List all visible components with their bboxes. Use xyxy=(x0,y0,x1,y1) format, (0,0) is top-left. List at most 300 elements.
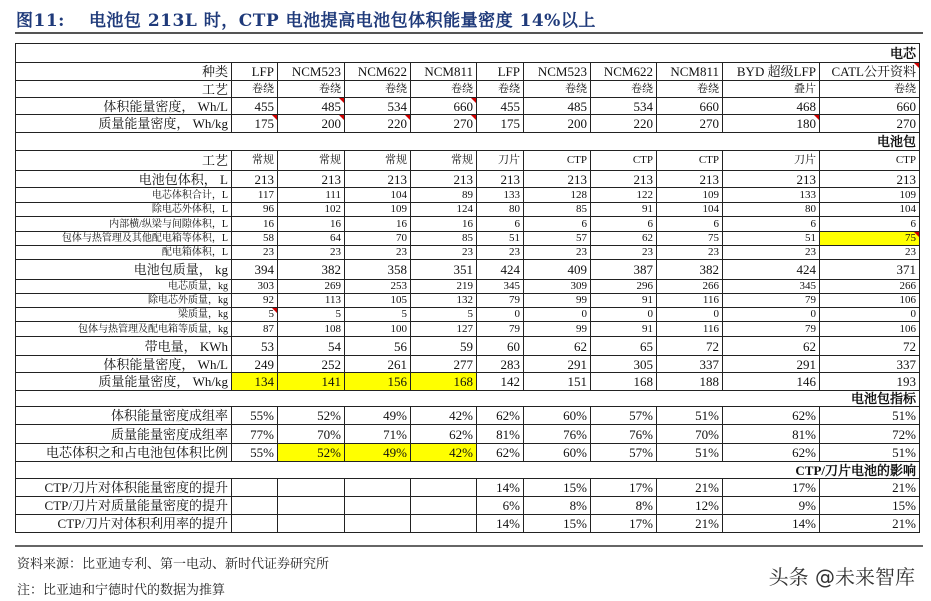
table-cell: 81% xyxy=(477,425,524,444)
row-label: 内部横/纵梁与间隙体积，L xyxy=(16,217,232,232)
table-cell: 77% xyxy=(232,425,278,444)
table-cell: 213 xyxy=(524,171,591,188)
table-cell: 168 xyxy=(411,373,477,391)
figure-number: 图11: xyxy=(16,11,65,31)
table-cell: 213 xyxy=(820,171,920,188)
table-cell: 58 xyxy=(232,232,278,246)
table-cell: 卷绕 xyxy=(411,81,477,98)
table-cell: 5 xyxy=(411,308,477,322)
table-row xyxy=(16,308,920,322)
table-row xyxy=(16,171,920,188)
table-cell: 42% xyxy=(411,407,477,425)
table-cell: 0 xyxy=(477,308,524,322)
table-cell: 12% xyxy=(657,497,723,515)
table-cell: 62 xyxy=(591,232,657,246)
row-label: 包体与热管理及其他配电箱等体积，L xyxy=(16,232,232,246)
table-cell: 213 xyxy=(477,171,524,188)
table-cell: 270 xyxy=(820,115,920,133)
table-cell: NCM811 xyxy=(657,63,723,81)
table-cell: 卷绕 xyxy=(278,81,345,98)
table-cell: 6% xyxy=(477,497,524,515)
data-note: 注：比亚迪和宁德时代的数据为推算 xyxy=(17,583,226,598)
table-cell: 146 xyxy=(723,373,820,391)
table-row xyxy=(16,188,920,203)
table-cell: 23 xyxy=(232,246,278,260)
table-cell: 80 xyxy=(723,203,820,217)
table-cell: 220 xyxy=(345,115,411,133)
table-cell: 269 xyxy=(278,280,345,294)
table-cell: 309 xyxy=(524,280,591,294)
table-cell: 132 xyxy=(411,294,477,308)
table-cell: 127 xyxy=(411,322,477,337)
table-cell: 128 xyxy=(524,188,591,203)
table-cell: 55% xyxy=(232,407,278,425)
table-cell: 660 xyxy=(411,98,477,115)
table-cell: 91 xyxy=(591,294,657,308)
row-label: 电芯质量，kg xyxy=(16,280,232,294)
table-cell: 53 xyxy=(232,337,278,356)
table-cell: 70% xyxy=(278,425,345,444)
table-cell: CTP xyxy=(524,151,591,171)
table-cell: 0 xyxy=(657,308,723,322)
table-cell: 337 xyxy=(820,356,920,373)
table-cell: 75 xyxy=(820,232,920,246)
table-cell: 76% xyxy=(524,425,591,444)
table-cell: 358 xyxy=(345,260,411,280)
table-cell: 79 xyxy=(723,322,820,337)
table-cell: 0 xyxy=(820,308,920,322)
table-cell: NCM622 xyxy=(345,63,411,81)
table-cell: 54 xyxy=(278,337,345,356)
row-label: 配电箱体积，L xyxy=(16,246,232,260)
table-cell: NCM523 xyxy=(524,63,591,81)
table-row xyxy=(16,444,920,462)
table-cell: BYD 超级LFP xyxy=(723,63,820,81)
table-cell: 62 xyxy=(524,337,591,356)
table-row xyxy=(16,203,920,217)
table-cell: 116 xyxy=(657,322,723,337)
table-cell: 15% xyxy=(820,497,920,515)
table-row xyxy=(16,151,920,171)
table-cell: 79 xyxy=(477,294,524,308)
table-cell: 100 xyxy=(345,322,411,337)
table-cell: 51% xyxy=(657,407,723,425)
table-cell: 62% xyxy=(477,407,524,425)
section-header-row xyxy=(16,133,920,151)
table-cell: 6 xyxy=(524,217,591,232)
table-cell: 387 xyxy=(591,260,657,280)
table-cell xyxy=(345,515,411,533)
table-cell: 卷绕 xyxy=(477,81,524,98)
table-row xyxy=(16,425,920,444)
table-cell: 124 xyxy=(411,203,477,217)
table-cell: 213 xyxy=(411,171,477,188)
table-cell: 16 xyxy=(232,217,278,232)
table-cell: 85 xyxy=(524,203,591,217)
table-cell: 394 xyxy=(232,260,278,280)
table-cell: 51% xyxy=(657,444,723,462)
table-cell: 261 xyxy=(345,356,411,373)
table-cell: 109 xyxy=(657,188,723,203)
table-cell: 99 xyxy=(524,322,591,337)
table-cell: 16 xyxy=(278,217,345,232)
table-cell xyxy=(232,497,278,515)
table-cell: 200 xyxy=(524,115,591,133)
table-cell: CTP xyxy=(657,151,723,171)
table-cell: 213 xyxy=(723,171,820,188)
section-title: CTP/刀片电池的影响 xyxy=(16,462,920,479)
table-cell: 叠片 xyxy=(723,81,820,98)
table-cell: 23 xyxy=(591,246,657,260)
table-cell: 109 xyxy=(820,188,920,203)
table-cell: 65 xyxy=(591,337,657,356)
table-cell: 57 xyxy=(524,232,591,246)
table-cell: 133 xyxy=(723,188,820,203)
battery-pack-table xyxy=(15,43,920,533)
table-cell: 卷绕 xyxy=(820,81,920,98)
table-cell: 23 xyxy=(657,246,723,260)
table-cell xyxy=(411,479,477,497)
table-row xyxy=(16,63,920,81)
table-cell: 14% xyxy=(477,479,524,497)
table-cell: 534 xyxy=(591,98,657,115)
figure-title xyxy=(16,6,596,30)
table-cell: 424 xyxy=(723,260,820,280)
table-cell: 64 xyxy=(278,232,345,246)
table-cell: 104 xyxy=(345,188,411,203)
table-cell: 51 xyxy=(723,232,820,246)
title-divider xyxy=(15,32,923,34)
table-cell: 213 xyxy=(232,171,278,188)
table-cell: 17% xyxy=(591,515,657,533)
table-cell: 87 xyxy=(232,322,278,337)
table-cell: 142 xyxy=(477,373,524,391)
table-cell: 卷绕 xyxy=(591,81,657,98)
row-label: CTP/刀片对质量能量密度的提升 xyxy=(16,497,232,515)
table-cell: 80 xyxy=(477,203,524,217)
table-cell: 151 xyxy=(524,373,591,391)
table-cell: 6 xyxy=(477,217,524,232)
row-label: 梁质量，kg xyxy=(16,308,232,322)
table-cell: 351 xyxy=(411,260,477,280)
table-cell xyxy=(232,515,278,533)
table-cell: 52% xyxy=(278,407,345,425)
table-cell xyxy=(278,497,345,515)
table-cell: 219 xyxy=(411,280,477,294)
table-cell: 283 xyxy=(477,356,524,373)
table-cell: 72% xyxy=(820,425,920,444)
table-cell: 62% xyxy=(723,444,820,462)
table-cell: 21% xyxy=(657,479,723,497)
table-cell: 60% xyxy=(524,407,591,425)
table-cell: 213 xyxy=(657,171,723,188)
table-cell xyxy=(232,479,278,497)
section-header-row xyxy=(16,44,920,63)
table-cell: 52% xyxy=(278,444,345,462)
table-cell: 345 xyxy=(477,280,524,294)
source-note: 资料来源：比亚迪专利、第一电动、新时代证券研究所 xyxy=(17,557,330,572)
table-cell: 51 xyxy=(477,232,524,246)
table-cell: 15% xyxy=(524,515,591,533)
table-cell: NCM523 xyxy=(278,63,345,81)
table-cell: 85 xyxy=(411,232,477,246)
table-cell: 51% xyxy=(820,444,920,462)
section-title: 电池包 xyxy=(16,133,920,151)
table-cell: 156 xyxy=(345,373,411,391)
table-cell: 270 xyxy=(411,115,477,133)
row-label: 体积能量密度， Wh/L xyxy=(16,98,232,115)
table-cell: 345 xyxy=(723,280,820,294)
table-cell: 6 xyxy=(820,217,920,232)
table-cell: CTP xyxy=(820,151,920,171)
table-cell: 0 xyxy=(591,308,657,322)
row-label: 包体与热管理及配电箱等质量，kg xyxy=(16,322,232,337)
table-cell: 296 xyxy=(591,280,657,294)
table-row xyxy=(16,407,920,425)
row-label: CTP/刀片对体积利用率的提升 xyxy=(16,515,232,533)
table-cell: NCM622 xyxy=(591,63,657,81)
table-cell: 485 xyxy=(524,98,591,115)
table-cell: 5 xyxy=(278,308,345,322)
table-cell: 6 xyxy=(723,217,820,232)
table-row xyxy=(16,322,920,337)
table-row xyxy=(16,280,920,294)
table-row xyxy=(16,81,920,98)
table-cell: 113 xyxy=(278,294,345,308)
table-cell: 96 xyxy=(232,203,278,217)
table-cell xyxy=(278,515,345,533)
table-cell: 57% xyxy=(591,444,657,462)
table-cell: 79 xyxy=(723,294,820,308)
table-cell: 252 xyxy=(278,356,345,373)
table-cell: 71% xyxy=(345,425,411,444)
row-label: 质量能量密度， Wh/kg xyxy=(16,115,232,133)
table-cell xyxy=(411,515,477,533)
table-cell: 6 xyxy=(657,217,723,232)
table-cell: 56 xyxy=(345,337,411,356)
table-cell: 111 xyxy=(278,188,345,203)
table-cell: 134 xyxy=(232,373,278,391)
table-cell: 0 xyxy=(723,308,820,322)
table-cell: LFP xyxy=(477,63,524,81)
table-cell: NCM811 xyxy=(411,63,477,81)
table-cell: 291 xyxy=(723,356,820,373)
table-cell: 270 xyxy=(657,115,723,133)
table-cell: 108 xyxy=(278,322,345,337)
table-cell: 常规 xyxy=(278,151,345,171)
table-cell: 55% xyxy=(232,444,278,462)
table-cell: 76% xyxy=(591,425,657,444)
table-cell: 23 xyxy=(723,246,820,260)
table-cell: 23 xyxy=(278,246,345,260)
table-cell: 104 xyxy=(657,203,723,217)
table-cell: 337 xyxy=(657,356,723,373)
table-row xyxy=(16,232,920,246)
table-cell: LFP xyxy=(232,63,278,81)
table-row xyxy=(16,246,920,260)
table-cell: 534 xyxy=(345,98,411,115)
table-cell: 303 xyxy=(232,280,278,294)
table-cell: 23 xyxy=(477,246,524,260)
table-cell: 660 xyxy=(820,98,920,115)
table-cell: 8% xyxy=(591,497,657,515)
table-cell: 21% xyxy=(820,479,920,497)
table-cell xyxy=(411,497,477,515)
row-label: 除电芯外质量，kg xyxy=(16,294,232,308)
table-cell: 277 xyxy=(411,356,477,373)
table-cell: CATL公开资料 xyxy=(820,63,920,81)
table-cell: 141 xyxy=(278,373,345,391)
table-cell: 104 xyxy=(820,203,920,217)
table-row xyxy=(16,479,920,497)
row-label: CTP/刀片对体积能量密度的提升 xyxy=(16,479,232,497)
table-cell: 9% xyxy=(723,497,820,515)
table-cell: 213 xyxy=(345,171,411,188)
table-row xyxy=(16,98,920,115)
table-cell: 72 xyxy=(657,337,723,356)
table-cell: 62% xyxy=(477,444,524,462)
row-label: 质量能量密度， Wh/kg xyxy=(16,373,232,391)
table-cell: 0 xyxy=(524,308,591,322)
table-cell: 75 xyxy=(657,232,723,246)
table-cell: 133 xyxy=(477,188,524,203)
table-cell: 91 xyxy=(591,322,657,337)
row-label: 体积能量密度， Wh/L xyxy=(16,356,232,373)
table-cell: 21% xyxy=(820,515,920,533)
table-cell: 49% xyxy=(345,444,411,462)
table-cell: 6 xyxy=(591,217,657,232)
table-cell: 409 xyxy=(524,260,591,280)
table-cell: 16 xyxy=(411,217,477,232)
table-cell: 刀片 xyxy=(477,151,524,171)
row-label: 体积能量密度成组率 xyxy=(16,407,232,425)
table-cell: 122 xyxy=(591,188,657,203)
table-row xyxy=(16,356,920,373)
table-cell: 60 xyxy=(477,337,524,356)
table-cell: 180 xyxy=(723,115,820,133)
table-row xyxy=(16,373,920,391)
table-cell: 213 xyxy=(591,171,657,188)
table-cell: 106 xyxy=(820,322,920,337)
section-header-row xyxy=(16,391,920,407)
table-row xyxy=(16,217,920,232)
row-label: 带电量， KWh xyxy=(16,337,232,356)
table-cell: 89 xyxy=(411,188,477,203)
table-cell: 305 xyxy=(591,356,657,373)
table-cell: 卷绕 xyxy=(657,81,723,98)
table-cell: 92 xyxy=(232,294,278,308)
table-cell: 117 xyxy=(232,188,278,203)
table-cell: 72 xyxy=(820,337,920,356)
row-label: 工艺 xyxy=(16,151,232,171)
table-cell: 14% xyxy=(723,515,820,533)
table-cell: 660 xyxy=(657,98,723,115)
table-cell: 70 xyxy=(345,232,411,246)
table-cell: 382 xyxy=(278,260,345,280)
table-row xyxy=(16,497,920,515)
row-label: 工艺 xyxy=(16,81,232,98)
table-cell: 99 xyxy=(524,294,591,308)
table-cell: 62% xyxy=(411,425,477,444)
table-cell: 常规 xyxy=(345,151,411,171)
table-cell: 371 xyxy=(820,260,920,280)
section-title: 电池包指标 xyxy=(16,391,920,407)
table-cell: 266 xyxy=(657,280,723,294)
table-cell: 175 xyxy=(477,115,524,133)
table-cell: 188 xyxy=(657,373,723,391)
watermark: 头条 @未来智库 xyxy=(768,565,915,589)
table-cell xyxy=(345,497,411,515)
table-cell: 23 xyxy=(411,246,477,260)
table-cell: 168 xyxy=(591,373,657,391)
table-row xyxy=(16,294,920,308)
table-cell: 200 xyxy=(278,115,345,133)
table-cell: 105 xyxy=(345,294,411,308)
table-cell: 57% xyxy=(591,407,657,425)
table-cell: 刀片 xyxy=(723,151,820,171)
table-cell: 102 xyxy=(278,203,345,217)
row-label: 电芯体积之和占电池包体积比例 xyxy=(16,444,232,462)
table-cell: 15% xyxy=(524,479,591,497)
table-cell: 175 xyxy=(232,115,278,133)
table-cell: 116 xyxy=(657,294,723,308)
table-cell: 51% xyxy=(820,407,920,425)
table-cell: 8% xyxy=(524,497,591,515)
table-cell: 485 xyxy=(278,98,345,115)
table-cell: 468 xyxy=(723,98,820,115)
table-cell: 253 xyxy=(345,280,411,294)
table-cell: 59 xyxy=(411,337,477,356)
table-cell: 193 xyxy=(820,373,920,391)
table-cell: 14% xyxy=(477,515,524,533)
table-cell: 42% xyxy=(411,444,477,462)
table-cell: 卷绕 xyxy=(232,81,278,98)
table-cell: 23 xyxy=(820,246,920,260)
table-cell: 卷绕 xyxy=(524,81,591,98)
table-cell: 62% xyxy=(723,407,820,425)
table-cell: 16 xyxy=(345,217,411,232)
footer-divider xyxy=(15,545,923,547)
table-cell: 5 xyxy=(345,308,411,322)
row-label: 种类 xyxy=(16,63,232,81)
table-cell: 23 xyxy=(524,246,591,260)
table-cell: 5 xyxy=(232,308,278,322)
table-cell: 220 xyxy=(591,115,657,133)
table-cell: 249 xyxy=(232,356,278,373)
table-cell: 17% xyxy=(723,479,820,497)
section-header-row xyxy=(16,462,920,479)
table-row xyxy=(16,515,920,533)
table-cell: 455 xyxy=(232,98,278,115)
row-label: 电芯体积合计，L xyxy=(16,188,232,203)
table-cell: CTP xyxy=(591,151,657,171)
row-label: 质量能量密度成组率 xyxy=(16,425,232,444)
figure-caption: 电池包 213L 时，CTP 电池提高电池包体积能量密度 14%以上 xyxy=(88,11,596,31)
table-cell: 91 xyxy=(591,203,657,217)
table-cell: 17% xyxy=(591,479,657,497)
table-cell: 常规 xyxy=(232,151,278,171)
table-cell xyxy=(345,479,411,497)
table-cell: 455 xyxy=(477,98,524,115)
table-cell: 382 xyxy=(657,260,723,280)
table-cell: 卷绕 xyxy=(345,81,411,98)
table-cell: 70% xyxy=(657,425,723,444)
table-row xyxy=(16,337,920,356)
row-label: 电池包质量， kg xyxy=(16,260,232,280)
table-cell: 81% xyxy=(723,425,820,444)
row-label: 除电芯外体积，L xyxy=(16,203,232,217)
table-cell: 常规 xyxy=(411,151,477,171)
